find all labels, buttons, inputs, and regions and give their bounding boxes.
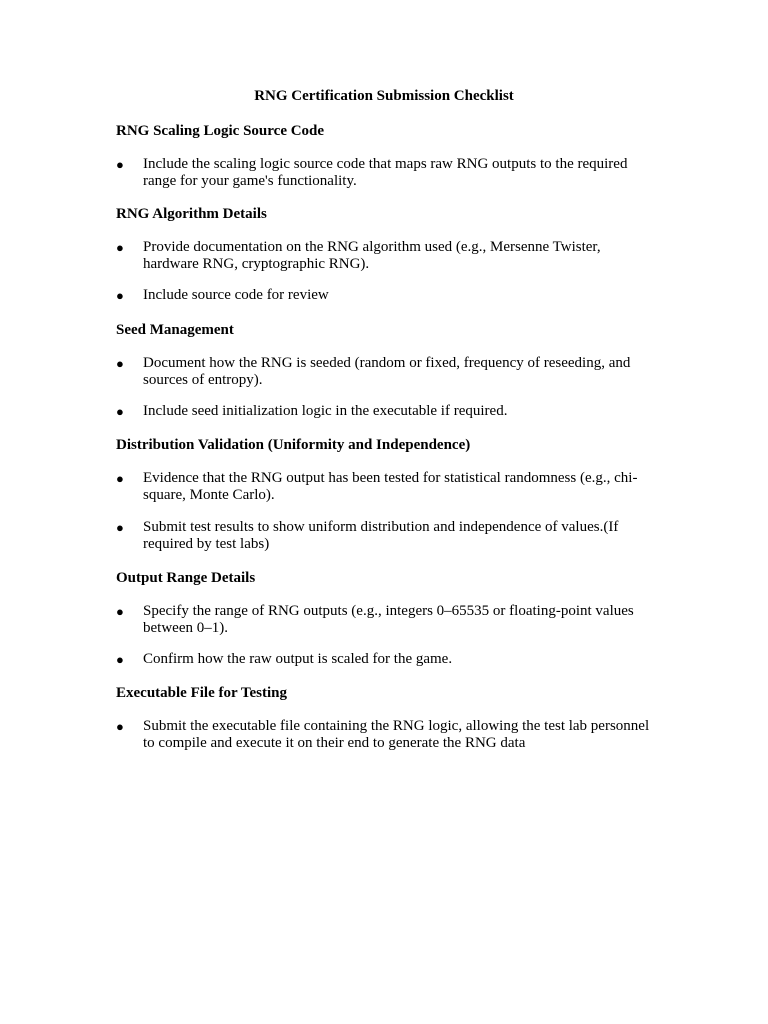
document-title: RNG Certification Submission Checklist xyxy=(254,88,514,104)
list-item xyxy=(116,718,656,752)
bullet-icon: ● xyxy=(116,652,124,667)
section-output-range-details xyxy=(116,569,656,668)
bullet-list xyxy=(116,239,656,304)
bullet-icon: ● xyxy=(116,604,124,619)
bullet-list xyxy=(116,470,656,553)
list-item-text: Provide documentation on the RNG algorithm used (e.g., Mersenne Twister, hardware RNG, cryptographic RNG). xyxy=(143,239,601,272)
bullet-list xyxy=(116,603,656,668)
list-item xyxy=(116,403,656,420)
bullet-icon: ● xyxy=(116,288,124,303)
bullet-list xyxy=(116,156,656,190)
list-item-text: Document how the RNG is seeded (random or fixed, frequency of reseeding, and sources of entropy). xyxy=(143,355,631,388)
list-item-text: Submit test results to show uniform distribution and independence of values.(If required by test labs) xyxy=(143,519,619,552)
bullet-icon: ● xyxy=(116,157,124,172)
bullet-list xyxy=(116,355,656,420)
list-item xyxy=(116,287,656,304)
bullet-icon: ● xyxy=(116,719,124,734)
list-item xyxy=(116,239,656,273)
list-item-text: Evidence that the RNG output has been tested for statistical randomness (e.g., chi-square, Monte Carlo). xyxy=(143,470,638,503)
section-heading: Seed Management xyxy=(116,322,234,338)
list-item-text: Include seed initialization logic in the executable if required. xyxy=(143,403,508,419)
section-heading: RNG Algorithm Details xyxy=(116,206,267,222)
bullet-icon: ● xyxy=(116,471,124,486)
list-item xyxy=(116,156,656,190)
list-item xyxy=(116,470,656,504)
bullet-list xyxy=(116,718,656,752)
list-item xyxy=(116,355,656,389)
list-item-text: Include the scaling logic source code that maps raw RNG outputs to the required range for your game's functionality. xyxy=(143,156,628,189)
section-rng-algorithm-details xyxy=(116,205,656,304)
list-item xyxy=(116,651,656,668)
bullet-icon: ● xyxy=(116,404,124,419)
section-heading: Distribution Validation (Uniformity and Independence) xyxy=(116,437,471,453)
list-item xyxy=(116,603,656,637)
bullet-icon: ● xyxy=(116,520,124,535)
list-item-text: Include source code for review xyxy=(143,287,329,303)
list-item xyxy=(116,519,656,553)
section-heading: RNG Scaling Logic Source Code xyxy=(116,123,325,139)
section-heading: Output Range Details xyxy=(116,570,256,586)
section-executable-file xyxy=(116,684,656,752)
bullet-icon: ● xyxy=(116,240,124,255)
section-distribution-validation xyxy=(116,436,656,553)
list-item-text: Confirm how the raw output is scaled for the game. xyxy=(143,651,453,667)
list-item-text: Specify the range of RNG outputs (e.g., integers 0–65535 or floating-point values between 0–1). xyxy=(143,603,634,636)
list-item-text: Submit the executable file containing the RNG logic, allowing the test lab personnel to compile and execute it on their end to generate the RNG data xyxy=(143,718,650,751)
section-rng-scaling-logic xyxy=(116,122,656,190)
section-heading: Executable File for Testing xyxy=(116,685,287,701)
section-seed-management xyxy=(116,321,656,420)
bullet-icon: ● xyxy=(116,356,124,371)
